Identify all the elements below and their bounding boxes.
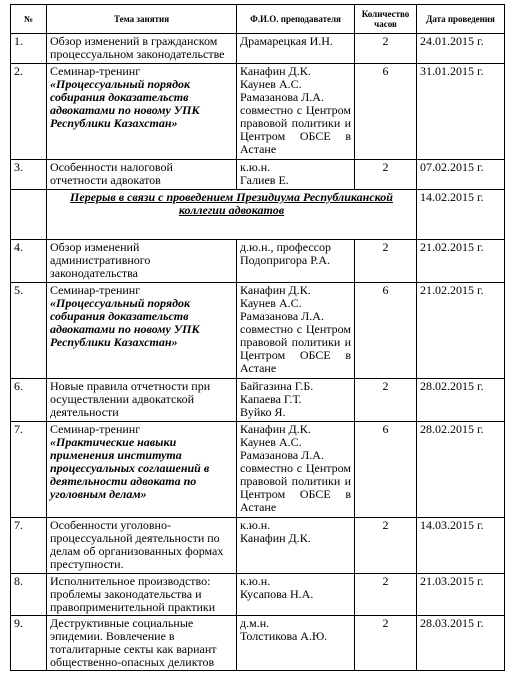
lecturer-line: Канафин Д.К. [240,422,311,436]
row-number: 8. [11,574,47,616]
table-row [11,422,505,518]
lecturer-line: Драмарецкая И.Н. [240,34,333,48]
topic-title: Особенности налоговой отчетности адвокатов [50,160,173,187]
header-row [11,5,505,34]
topic-title: Обзор изменений административного законодательства [50,240,151,280]
row-number: 3. [11,160,47,190]
lecturer-line: Кусапова Н.А. [240,587,314,601]
break-num-cell [11,190,47,240]
lecturer-line: совместно с Центром [240,103,351,117]
lecturer-line: к.ю.н. [240,160,271,174]
topic-title: Деструктивные социальные эпидемии. Вовлечение в тоталитарные секты как вариант общественно-опасных деликтов [50,616,217,669]
lecturer-cell [237,574,355,616]
lecturer-line: Капаева Г.Т. [240,392,302,406]
topic-cell [47,283,237,379]
hours-cell: 2 [355,574,417,616]
topic-title: Новые правила отчетности при осуществлении адвокатской деятельности [50,379,211,419]
date-cell: 14.03.2015 г. [417,518,505,574]
topic-title: Особенности уголовно-процессуальной деятельности по делам об организованных формах преступности. [50,518,224,571]
lecturer-line: Канафин Д.К. [240,64,311,78]
lecturer-line: Центром ОБСЕ в [240,129,351,143]
table-row [11,64,505,160]
topic-cell [47,34,237,64]
hours-cell: 2 [355,240,417,283]
lecturer-line: к.ю.н. [240,574,271,588]
topic-title: Семинар-тренинг [50,422,141,436]
lecturer-line: Рамазанова Л.А. [240,90,324,104]
table-row [11,283,505,379]
lecturer-line: правовой политики и [240,474,351,488]
lecturer-line: Вуйко Я. [240,405,286,419]
lecturer-cell [237,160,355,190]
lecturer-line: совместно с Центром [240,322,351,336]
break-row [11,190,505,240]
topic-title: Исполнительное производство: проблемы законодательства и правоприменительной практики [50,574,216,614]
lecturer-line: правовой политики и [240,116,351,130]
lecturer-line: Рамазанова Л.А. [240,309,324,323]
hours-cell: 6 [355,422,417,518]
topic-subtitle: «Процессуальный порядок собирания доказательств адвокатами по новому УПК Республики Казахстан» [50,77,200,130]
lecturer-line: Каунев А.С. [240,435,302,449]
topic-cell [47,240,237,283]
table-row [11,240,505,283]
lecturer-cell [237,422,355,518]
lecturer-line: Рамазанова Л.А. [240,448,324,462]
lecturer-line: Каунев А.С. [240,77,302,91]
topic-cell [47,518,237,574]
table-row [11,518,505,574]
hours-cell: 2 [355,616,417,671]
table-row [11,379,505,422]
lecturer-line: Астане [240,142,277,156]
topic-subtitle: «Процессуальный порядок собирания доказательств адвокатами по новому УПК Республики Казахстан» [50,296,200,349]
lecturer-line: Галиев Е. [240,173,289,187]
row-number: 9. [11,616,47,671]
lecturer-cell [237,240,355,283]
date-cell: 28.03.2015 г. [417,616,505,671]
row-number: 4. [11,240,47,283]
topic-cell [47,160,237,190]
lecturer-cell [237,518,355,574]
schedule-table [10,4,505,671]
lecturer-cell [237,616,355,671]
table-row [11,574,505,616]
lecturer-cell [237,379,355,422]
lecturer-cell [237,64,355,160]
row-number: 1. [11,34,47,64]
lecturer-line: Подопригора Р.А. [240,253,331,267]
date-cell: 21.02.2015 г. [417,283,505,379]
row-number: 6. [11,379,47,422]
header-hours: Количество часов [355,5,417,34]
lecturer-line: Канафин Д.К. [240,531,311,545]
lecturer-line: Центром ОБСЕ в [240,487,351,501]
lecturer-line: д.ю.н., профессор [240,240,331,254]
topic-cell [47,422,237,518]
hours-cell: 2 [355,518,417,574]
topic-cell [47,379,237,422]
lecturer-line: к.ю.н. [240,518,271,532]
lecturer-cell [237,34,355,64]
hours-cell: 2 [355,34,417,64]
topic-cell [47,616,237,671]
hours-cell: 2 [355,160,417,190]
lecturer-line: Канафин Д.К. [240,283,311,297]
hours-cell: 6 [355,64,417,160]
lecturer-line: Астане [240,361,277,375]
lecturer-cell [237,283,355,379]
topic-subtitle: «Практические навыки применения института процессуальных соглашений в деятельности адвоката по уголовным делам» [50,435,210,501]
row-number: 7. [11,422,47,518]
schedule-body [11,34,505,671]
topic-title: Семинар-тренинг [50,64,141,78]
lecturer-line: правовой политики и [240,335,351,349]
row-number: 2. [11,64,47,160]
table-row [11,34,505,64]
date-cell: 21.02.2015 г. [417,240,505,283]
topic-title: Семинар-тренинг [50,283,141,297]
date-cell: 21.03.2015 г. [417,574,505,616]
lecturer-line: совместно с Центром [240,461,351,475]
topic-cell [47,574,237,616]
topic-title: Обзор изменений в гражданском процессуальном законодательстве [50,34,225,61]
table-row [11,616,505,671]
row-number: 7. [11,518,47,574]
lecturer-line: Толстикова А.Ю. [240,629,328,643]
hours-cell: 6 [355,283,417,379]
topic-cell [47,64,237,160]
lecturer-line: Каунев А.С. [240,296,302,310]
header-topic: Тема занятия [47,5,237,34]
lecturer-line: Астане [240,500,277,514]
row-number: 5. [11,283,47,379]
date-cell: 24.01.2015 г. [417,34,505,64]
header-num: № [11,5,47,34]
break-note: Перерыв в связи с проведением Президиума Республиканской коллегии адвокатов [47,190,417,240]
date-cell: 31.01.2015 г. [417,64,505,160]
date-cell: 28.02.2015 г. [417,422,505,518]
lecturer-line: д.м.н. [240,616,270,630]
header-lecturer: Ф.И.О. преподавателя [237,5,355,34]
date-cell: 07.02.2015 г. [417,160,505,190]
lecturer-line: Байгазина Г.Б. [240,379,314,393]
date-cell: 14.02.2015 г. [417,190,505,240]
hours-cell: 2 [355,379,417,422]
schedule-page [10,4,505,671]
header-date: Дата проведения [417,5,505,34]
lecturer-line: Центром ОБСЕ в [240,348,351,362]
date-cell: 28.02.2015 г. [417,379,505,422]
table-row [11,160,505,190]
